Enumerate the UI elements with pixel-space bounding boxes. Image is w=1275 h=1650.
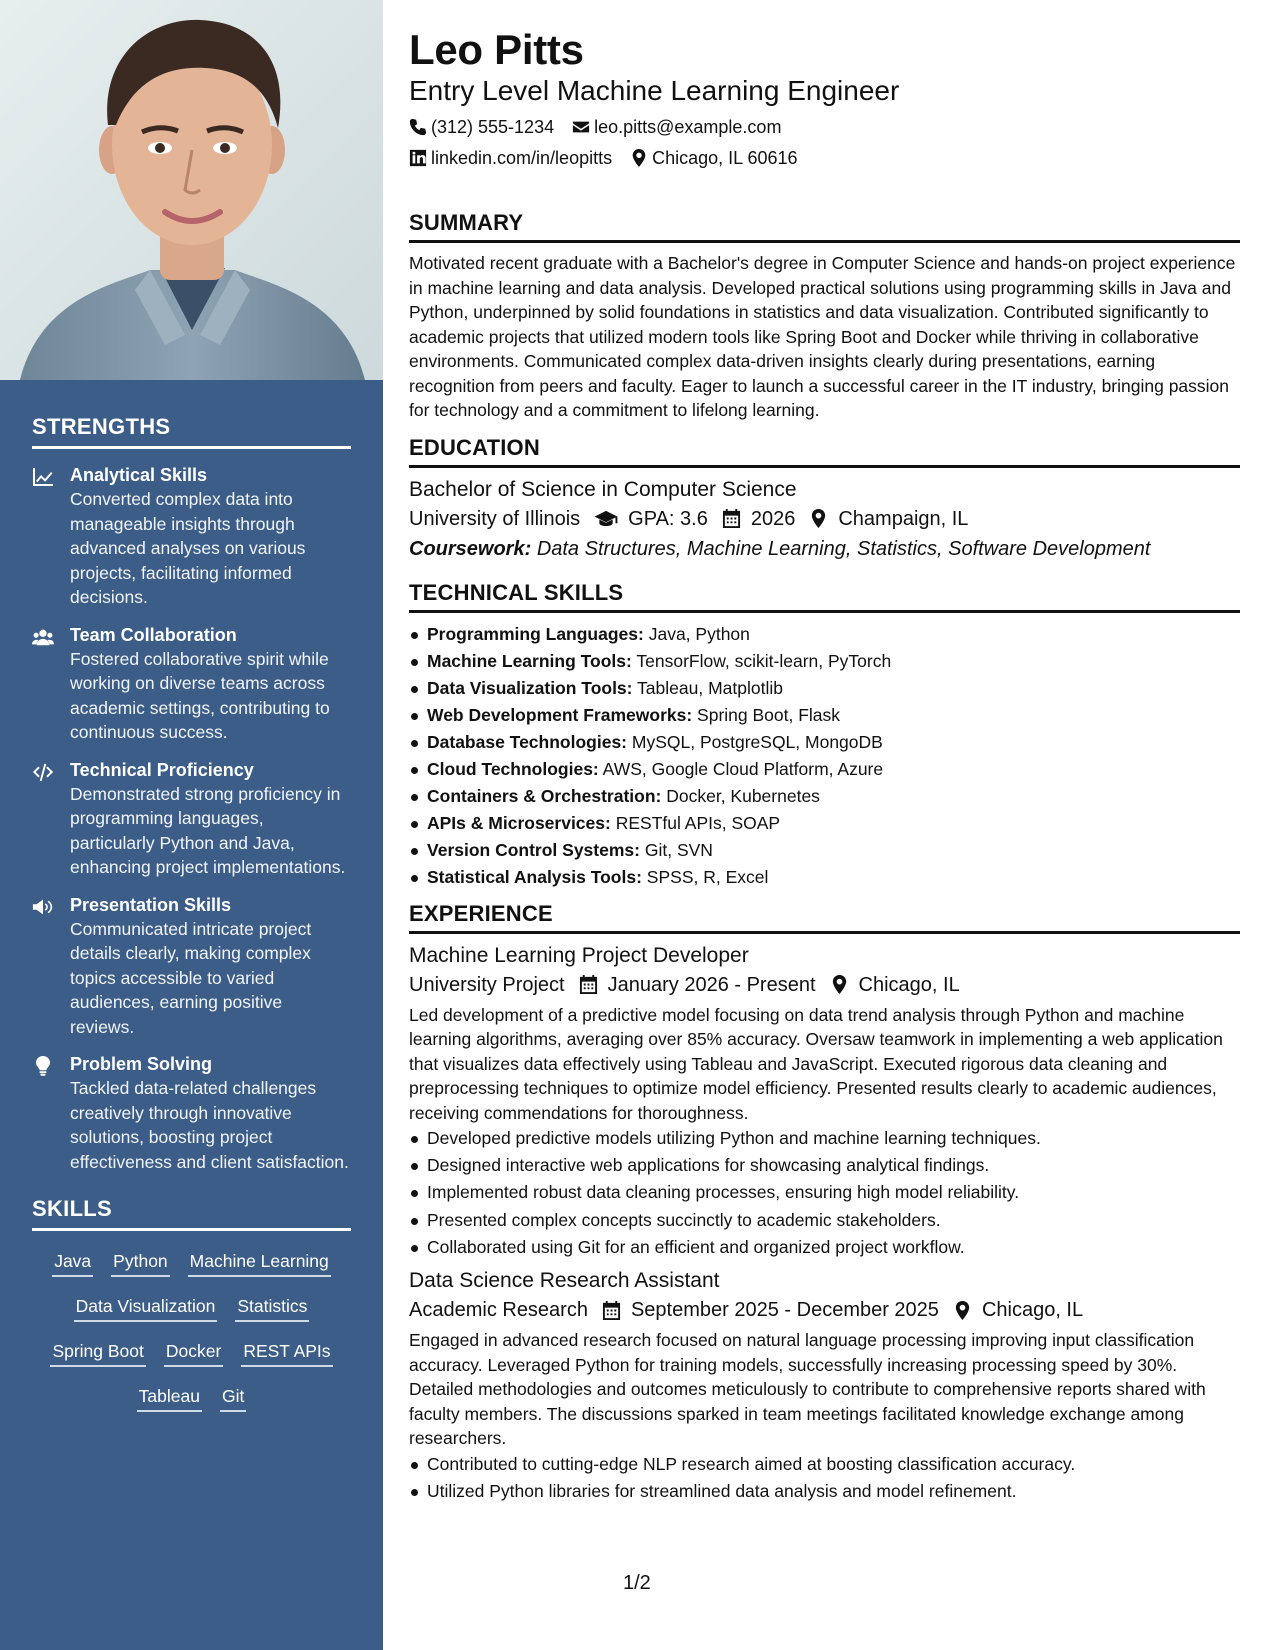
list-item: APIs & Microservices: RESTful APIs, SOAP xyxy=(409,810,1240,837)
strength-description: Fostered collaborative spirit while working on diverse teams across academic settings, contributing to continuous success. xyxy=(70,648,330,742)
degree-title: Bachelor of Science in Computer Science xyxy=(409,477,797,501)
list-item: Data Visualization Tools: Tableau, Matplotlib xyxy=(409,675,1240,702)
strength-item xyxy=(32,1052,351,1174)
job-dates: September 2025 - December 2025 xyxy=(630,1299,939,1322)
list-item: Collaborated using Git for an efficient and organized project workflow. xyxy=(409,1234,1240,1261)
strength-title: Team Collaboration xyxy=(70,624,237,645)
strength-description: Tackled data-related challenges creatively through innovative solutions, boosting project effectiveness and client satisfaction. xyxy=(70,1078,349,1172)
list-item: Implemented robust data cleaning processes, ensuring high model reliability. xyxy=(409,1179,1240,1206)
graduation-year: 2026 xyxy=(750,507,796,530)
education-location: Champaign, IL xyxy=(838,507,969,530)
list-item: Statistical Analysis Tools: SPSS, R, Excel xyxy=(409,864,1240,891)
job-dates: January 2026 - Present xyxy=(607,973,816,996)
location-text: Chicago, IL 60616 xyxy=(652,148,798,168)
linkedin-text: linkedin.com/in/leopitts xyxy=(431,148,613,168)
list-item: Developed predictive models utilizing Python and machine learning techniques. xyxy=(409,1125,1240,1152)
coursework-line xyxy=(409,534,1240,564)
job-meta xyxy=(409,1295,1240,1325)
calendar-icon xyxy=(722,509,741,528)
strengths-heading: STRENGTHS xyxy=(32,414,351,449)
strength-item xyxy=(32,758,351,880)
calendar-icon xyxy=(602,1301,621,1320)
list-item: Version Control Systems: Git, SVN xyxy=(409,837,1240,864)
strength-title: Analytical Skills xyxy=(70,465,208,485)
list-item: Web Development Frameworks: Spring Boot, Flask xyxy=(409,702,1240,729)
map-pin-icon xyxy=(953,1301,972,1320)
phone-text: (312) 555-1234 xyxy=(431,117,555,137)
list-item: Database Technologies: MySQL, PostgreSQL, MongoDB xyxy=(409,729,1240,756)
phone-icon xyxy=(409,118,427,136)
list-item: Presented complex concepts succinctly to academic stakeholders. xyxy=(409,1207,1240,1234)
strength-description: Demonstrated strong proficiency in programming languages, particularly Python and Java, enhancing project implementations. xyxy=(70,783,346,877)
email-text: leo.pitts@example.com xyxy=(594,117,782,137)
job-location: Chicago, IL xyxy=(858,973,960,996)
list-item: Programming Languages: Java, Python xyxy=(409,621,1240,648)
lightbulb-icon xyxy=(32,1056,54,1076)
location-contact xyxy=(630,146,797,170)
technical-skills-section xyxy=(409,580,1240,891)
strength-title: Presentation Skills xyxy=(70,894,232,915)
calendar-icon xyxy=(579,975,598,994)
page-number: 1/2 xyxy=(623,1572,651,1594)
skill-tag: Machine Learning xyxy=(188,1249,331,1277)
skill-tag: Python xyxy=(111,1249,169,1277)
list-item: Machine Learning Tools: TensorFlow, scikit-learn, PyTorch xyxy=(409,648,1240,675)
strength-description: Converted complex data into manageable insights through advanced analyses on various projects, facilitating informed decisions. xyxy=(70,489,306,607)
skill-tag: Java xyxy=(52,1249,93,1277)
main-content xyxy=(409,0,1240,1505)
strength-item xyxy=(32,463,351,610)
strength-title: Technical Proficiency xyxy=(70,759,254,780)
job-entry xyxy=(409,1267,1240,1505)
linkedin-contact[interactable] xyxy=(409,146,612,170)
phone-contact[interactable] xyxy=(409,115,554,139)
candidate-name: Leo Pitts xyxy=(409,26,584,73)
list-item: Contributed to cutting-edge NLP research aimed at boosting classification accuracy. xyxy=(409,1451,1240,1478)
list-item: Containers & Orchestration: Docker, Kubernetes xyxy=(409,783,1240,810)
contact-line xyxy=(409,115,1240,139)
summary-section xyxy=(409,210,1240,423)
job-bullets xyxy=(409,1451,1240,1505)
contact-line xyxy=(409,146,1240,170)
skill-tag: Statistics xyxy=(235,1294,309,1322)
coursework-list: Data Structures, Machine Learning, Statistics, Software Development xyxy=(536,537,1151,560)
profile-photo xyxy=(0,0,383,380)
sidebar xyxy=(0,0,383,1650)
users-icon xyxy=(32,627,54,647)
skills-list xyxy=(32,1245,351,1412)
gpa-text: GPA: 3.6 xyxy=(628,507,708,530)
job-entry xyxy=(409,942,1240,1262)
job-org: University Project xyxy=(409,973,565,996)
list-item: Designed interactive web applications for showcasing analytical findings. xyxy=(409,1152,1240,1179)
skill-tag: Docker xyxy=(164,1339,223,1367)
job-meta xyxy=(409,970,1240,1000)
linkedin-icon xyxy=(409,149,427,167)
map-pin-icon xyxy=(809,509,828,528)
coursework-label: Coursework: xyxy=(409,537,532,560)
skill-tag: Tableau xyxy=(137,1384,202,1412)
megaphone-icon xyxy=(32,897,54,917)
email-contact[interactable] xyxy=(572,115,781,139)
school-name: University of Illinois xyxy=(409,507,581,530)
strength-description: Communicated intricate project details clearly, making complex topics accessible to varied audiences, earning positive reviews. xyxy=(70,918,312,1037)
section-heading: TECHNICAL SKILLS xyxy=(409,580,1240,613)
code-icon xyxy=(32,762,54,782)
job-title: Data Science Research Assistant xyxy=(409,1269,720,1293)
candidate-role: Entry Level Machine Learning Engineer xyxy=(409,75,900,106)
skill-tag: Data Visualization xyxy=(74,1294,218,1322)
section-heading: EXPERIENCE xyxy=(409,901,1240,934)
job-description: Engaged in advanced research focused on natural language processing improving input classification accuracy. Leveraged Python for training models, successfully increasing processing speed by 30%. Detailed methodologies and outcomes meticulously to contribute to comprehensive reports shared with faculty members. The discussions sparked in team meetings facilitated knowledge exchange among researchers. xyxy=(409,1330,1206,1449)
skill-tag: REST APIs xyxy=(241,1339,332,1367)
skill-tag: Spring Boot xyxy=(50,1339,145,1367)
technical-skills-list xyxy=(409,621,1240,891)
job-bullets xyxy=(409,1125,1240,1261)
job-title: Machine Learning Project Developer xyxy=(409,943,749,967)
list-item: Cloud Technologies: AWS, Google Cloud Platform, Azure xyxy=(409,756,1240,783)
experience-section xyxy=(409,901,1240,1505)
envelope-icon xyxy=(572,118,590,136)
education-meta xyxy=(409,504,1240,534)
education-section xyxy=(409,435,1240,564)
job-org: Academic Research xyxy=(409,1299,588,1322)
strength-item xyxy=(32,893,351,1040)
chart-line-icon xyxy=(32,467,54,487)
list-item: Utilized Python libraries for streamlined data analysis and model refinement. xyxy=(409,1478,1240,1505)
job-description: Led development of a predictive model focusing on data trend analysis through Python and machine learning algorithms, averaging over 85% accuracy. Oversaw teamwork in implementing a web application that visualizes data effectively using Tableau and JavaScript. Executed rigorous data cleaning and preprocessing techniques to optimize model efficiency. Presented results clearly to academic audiences, receiving commendations for thoroughness. xyxy=(409,1004,1223,1123)
skills-heading: SKILLS xyxy=(32,1196,351,1231)
map-pin-icon xyxy=(630,149,648,167)
map-pin-icon xyxy=(830,975,849,994)
section-heading: SUMMARY xyxy=(409,210,1240,243)
strength-item xyxy=(32,623,351,745)
strength-title: Problem Solving xyxy=(70,1054,213,1074)
graduation-cap-icon xyxy=(594,509,618,528)
skill-tag: Git xyxy=(220,1384,246,1412)
summary-text: Motivated recent graduate with a Bachelor's degree in Computer Science and hands-on project experience in machine learning and data analysis. Developed practical solutions using programming skills in Java and Python, underpinned by solid foundations in statistics and data visualization. Contributed significantly to academic projects that utilized modern tools like Spring Boot and Docker while thriving in collaborative environments. Communicated complex data-driven insights clearly during presentations, earning recognition from peers and faculty. Eager to launch a successful career in the IT industry, bringing passion for technology and a commitment to lifelong learning. xyxy=(409,253,1236,420)
section-heading: EDUCATION xyxy=(409,435,1240,468)
job-location: Chicago, IL xyxy=(981,1299,1084,1322)
